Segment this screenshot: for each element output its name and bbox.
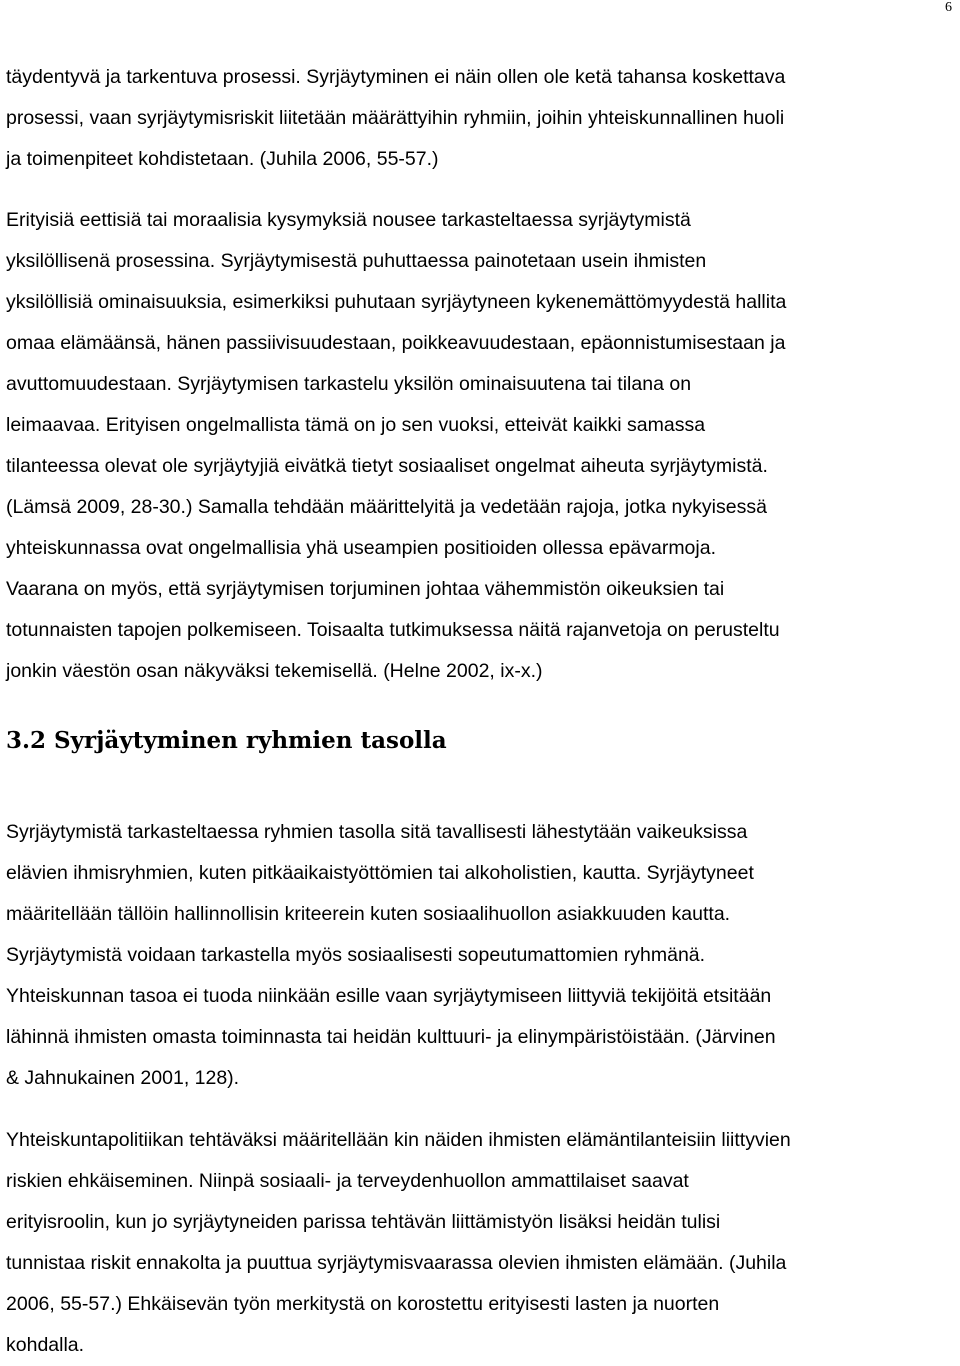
text-line: yhteiskunnassa ovat ongelmallisia yhä useampien positioiden ollessa epävarmoja. (6, 537, 716, 559)
text-line: Yhteiskunnan tasoa ei tuoda niinkään esille vaan syrjäytymiseen liittyviä tekijöitä etsitään (6, 985, 772, 1007)
text-line: Syrjäytymistä tarkasteltaessa ryhmien tasolla sitä tavallisesti lähestytään vaikeuksissa (6, 821, 748, 843)
text-line: kohdalla. (6, 1334, 85, 1356)
text-line: Yhteiskuntapolitiikan tehtäväksi määritellään kin näiden ihmisten elämäntilanteisiin liittyvien (6, 1129, 791, 1151)
text-line: yksilöllisenä prosessina. Syrjäytymisestä puhuttaessa painotetaan usein ihmisten (6, 250, 707, 272)
text-line: tilanteessa olevat ole syrjäytyjiä eivätkä tietyt sosiaaliset ongelmat aiheuta syrjäytymistä. (6, 455, 768, 477)
text-line: täydentyvä ja tarkentuva prosessi. Syrjäytyminen ei näin ollen ole ketä tahansa koskettava (6, 66, 786, 88)
page-number: 6 (945, 0, 952, 15)
text-line: määritellään tällöin hallinnollisin kriteerein kuten sosiaalihuollon asiakkuuden kautta. (6, 903, 731, 925)
text-line: avuttomuudestaan. Syrjäytymisen tarkastelu yksilön ominaisuutena tai tilana on (6, 373, 692, 395)
text-line: & Jahnukainen 2001, 128). (6, 1067, 240, 1089)
text-line: Syrjäytymistä voidaan tarkastella myös sosiaalisesti sopeutumattomien ryhmänä. (6, 944, 706, 966)
text-line: Vaarana on myös, että syrjäytymisen torjuminen johtaa vähemmistön oikeuksien tai (6, 578, 725, 600)
text-line: prosessi, vaan syrjäytymisriskit liitetään määrättyihin ryhmiin, joihin yhteiskunnallinen huoli (6, 107, 785, 129)
text-line: Erityisiä eettisiä tai moraalisia kysymyksiä nousee tarkasteltaessa syrjäytymistä (6, 209, 691, 231)
text-line: elävien ihmisryhmien, kuten pitkäaikaistyöttömien tai alkoholistien, kautta. Syrjäytyneet (6, 862, 754, 884)
text-line: ja toimenpiteet kohdistetaan. (Juhila 2006, 55-57.) (6, 148, 439, 170)
paragraph-group-level (6, 812, 960, 1099)
text-line: (Lämsä 2009, 28-30.) Samalla tehdään määrittelyitä ja vedetään rajoja, jotka nykyisessä (6, 496, 767, 518)
text-line: tunnistaa riskit ennakolta ja puuttua syrjäytymisvaarassa olevien ihmisten elämään. (Juhila (6, 1252, 787, 1274)
paragraph-social-policy (6, 1120, 960, 1366)
text-line: riskien ehkäiseminen. Niinpä sosiaali- ja terveydenhuollon ammattilaiset saavat (6, 1170, 689, 1192)
text-line: yksilöllisiä ominaisuuksia, esimerkiksi puhutaan syrjäytyneen kykenemättömyydestä hallita (6, 291, 787, 313)
text-line: erityisroolin, kun jo syrjäytyneiden parissa tehtävän liittämistyön lisäksi heidän tulisi (6, 1211, 721, 1233)
text-line: jonkin väestön osan näkyväksi tekemisellä. (Helne 2002, ix-x.) (6, 660, 543, 682)
paragraph-individual-process (6, 200, 960, 692)
paragraph-intro (6, 57, 960, 180)
text-line: lähinnä ihmisten omasta toiminnasta tai heidän kulttuuri- ja elinympäristöistään. (Järvinen (6, 1026, 776, 1048)
text-line: omaa elämäänsä, hänen passiivisuudestaan, poikkeavuudestaan, epäonnistumisestaan ja (6, 332, 786, 354)
text-line: leimaavaa. Erityisen ongelmallista tämä on jo sen vuoksi, etteivät kaikki samassa (6, 414, 706, 436)
text-line: totunnaisten tapojen polkemiseen. Toisaalta tutkimuksessa näitä rajanvetoja on perusteltu (6, 619, 780, 641)
text-line: 2006, 55-57.) Ehkäisevän työn merkitystä on korostettu erityisesti lasten ja nuorten (6, 1293, 720, 1315)
section-heading: 3.2 Syrjäytyminen ryhmien tasolla (6, 727, 447, 754)
